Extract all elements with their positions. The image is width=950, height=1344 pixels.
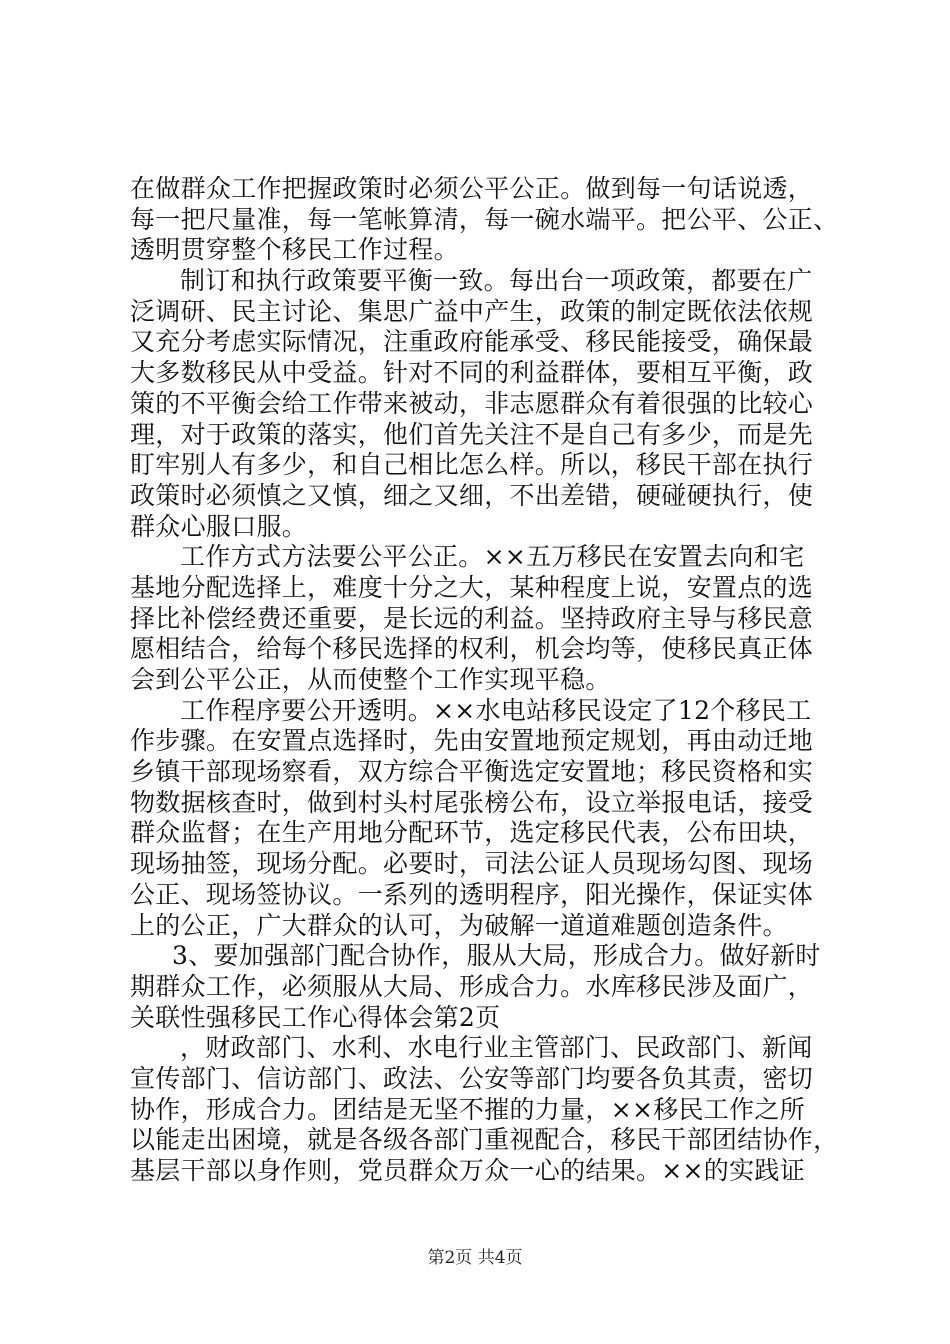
text-line: 工作程序要公开透明。××水电站移民设定了12个移民工 bbox=[180, 695, 812, 725]
text-line: 以能走出困境，就是各级各部门重视配合，移民干部团结协作， bbox=[130, 1125, 839, 1155]
text-line: 基地分配选择上，难度十分之大，某种程度上说，安置点的选 bbox=[130, 572, 814, 602]
text-line: 乡镇干部现场察看，双方综合平衡选定安置地；移民资格和实 bbox=[130, 757, 814, 787]
text-line: ，财政部门、水利、水电行业主管部门、民政部门、新闻 bbox=[180, 1033, 813, 1063]
text-line: 物数据核查时，做到村头村尾张榜公布，设立举报电话，接受 bbox=[130, 787, 814, 817]
text-line: 作步骤。在安置点选择时，先由安置地预定规划，再由动迁地 bbox=[130, 726, 814, 756]
text-line: 工作方式方法要公平公正。××五万移民在安置去向和宅 bbox=[180, 542, 805, 572]
text-line: 期群众工作，必须服从大局、形成合力。水库移民涉及面广， bbox=[130, 971, 814, 1001]
text-line: 理，对于政策的落实，他们首先关注不是自己有多少，而是先 bbox=[130, 419, 814, 449]
text-line: 基层干部以身作则，党员群众万众一心的结果。××的实践证 bbox=[130, 1156, 805, 1185]
text-line: 制订和执行政策要平衡一致。每出台一项政策，都要在广 bbox=[180, 266, 813, 296]
text-line: 在做群众工作把握政策时必须公平公正。做到每一句话说透， bbox=[130, 174, 814, 203]
text-line: 上的公正，广大群众的认可，为破解一道道难题创造条件。 bbox=[130, 910, 788, 940]
text-line: 群众监督；在生产用地分配环节，选定移民代表，公布田块， bbox=[130, 818, 814, 848]
text-line: 政策时必须慎之又慎，细之又细，不出差错，硬碰硬执行，使 bbox=[130, 480, 814, 510]
text-line: 泛调研、民主讨论、集思广益中产生，政策的制定既依法依规 bbox=[130, 296, 814, 326]
page-footer: 第2页 共4页 bbox=[427, 1248, 523, 1268]
text-line: 策的不平衡会给工作带来被动，非志愿群众有着很强的比较心 bbox=[130, 388, 814, 418]
text-line: 协作，形成合力。团结是无坚不摧的力量，××移民工作之所 bbox=[130, 1094, 805, 1124]
text-line: 3、要加强部门配合协作，服从大局，形成合力。做好新时 bbox=[172, 941, 821, 971]
text-line: 每一把尺量准，每一笔帐算清，每一碗水端平。把公平、公正、 bbox=[130, 204, 839, 234]
text-line: 盯牢别人有多少，和自己相比怎么样。所以，移民干部在执行 bbox=[130, 450, 814, 480]
text-line: 群众心服口服。 bbox=[130, 511, 308, 541]
text-line: 愿相结合，给每个移民选择的权利，机会均等，使移民真正体 bbox=[130, 634, 814, 664]
text-line: 透明贯穿整个移民工作过程。 bbox=[130, 235, 459, 265]
text-line: 大多数移民从中受益。针对不同的利益群体，要相互平衡，政 bbox=[130, 358, 814, 388]
text-line: 现场抽签，现场分配。必要时，司法公证人员现场勾图、现场 bbox=[130, 849, 814, 879]
text-line: 又充分考虑实际情况，注重政府能承受、移民能接受，确保最 bbox=[130, 327, 814, 357]
text-line: 公正、现场签协议。一系列的透明程序，阳光操作，保证实体 bbox=[130, 879, 814, 909]
document-body bbox=[130, 174, 839, 1187]
text-line: 宣传部门、信访部门、政法、公安等部门均要各负其责，密切 bbox=[130, 1063, 814, 1093]
text-line: 择比补偿经费还重要，是长远的利益。坚持政府主导与移民意 bbox=[130, 603, 814, 633]
text-line: 关联性强移民工作心得体会第2页 bbox=[130, 1002, 501, 1032]
text-line: 会到公平公正，从而使整个工作实现平稳。 bbox=[130, 665, 611, 694]
